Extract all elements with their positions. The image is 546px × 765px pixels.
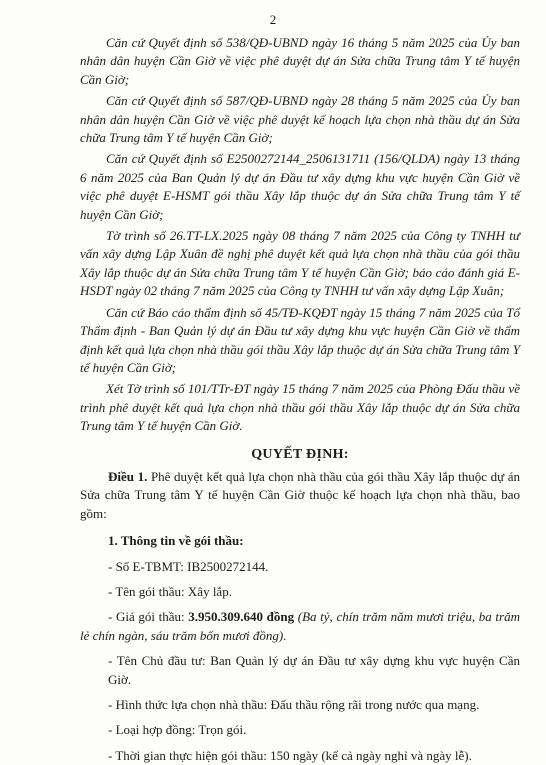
preamble-basis-538: Căn cứ Quyết định số 538/QĐ-UBND ngày 16 tháng 5 năm 2025 của Ủy ban nhân dân huyện Cần Giờ về việc phê duyệt dự án Sửa chữa Trung tâm Y tế huyện Cần Giờ; bbox=[80, 35, 520, 87]
decision-heading: QUYẾT ĐỊNH: bbox=[251, 446, 349, 462]
document-body bbox=[80, 34, 520, 765]
section-1-title: 1. Thông tin về gói thầu: bbox=[108, 533, 244, 549]
item-contract-type: - Loại hợp đồng: Trọn gói. bbox=[108, 722, 247, 738]
article-1-label: Điều 1. bbox=[108, 468, 148, 484]
item-tbmt: - Số E-TBMT: IB2500272144. bbox=[108, 558, 269, 574]
preamble-basis-587: Căn cứ Quyết định số 587/QĐ-UBND ngày 28 tháng 5 năm 2025 của Ủy ban nhân dân huyện Cần Giờ về việc phê duyệt kế hoạch lựa chọn nhà thầu dự án Sửa chữa Trung tâm Y tế huyện Cần Giờ; bbox=[80, 93, 520, 146]
page-number: 2 bbox=[269, 12, 277, 27]
item-investor: - Tên Chủ đầu tư: Ban Quản lý dự án Đầu tư xây dựng khu vực huyện Cần Giờ. bbox=[108, 653, 520, 687]
item-package-price bbox=[80, 608, 520, 645]
article-1 bbox=[80, 468, 520, 523]
preamble-basis-hsmt: Căn cứ Quyết định số E2500272144_2506131711 (156/QLDA) ngày 13 tháng 6 năm 2025 của Ban Quản lý dự án Đầu tư xây dựng khu vực huyện Cần Giờ về việc phê duyệt E-HSMT gói thầu Xây lắp thuộc dự án Sửa chữa Trung tâm Y tế huyện Cần Giờ; bbox=[80, 151, 520, 222]
preamble-appraisal-report: Căn cứ Báo cáo thẩm định số 45/TĐ-KQĐT ngày 15 tháng 7 năm 2025 của Tổ Thẩm định - Ban Quản lý dự án Đầu tư xây dựng khu vực huyện Cần Giờ về thẩm định kết quả lựa chọn nhà thầu gói thầu Xây lắp thuộc dự án Sửa chữa Trung tâm Y tế huyện Cần Giờ; bbox=[80, 304, 520, 375]
price-in-words: (Ba tỷ, chín trăm năm mươi triệu, ba trăm lẻ chín ngàn, sáu trăm bốn mươi đồng). bbox=[80, 609, 520, 643]
item-package-name: - Tên gói thầu: Xây lắp. bbox=[108, 583, 232, 599]
article-1-text: Phê duyệt kết quả lựa chọn nhà thầu của gói thầu Xây lắp thuộc dự án Sửa chữa Trung tâm Y tế huyện Cần Giờ thuộc kế hoạch lựa chọn nhà thầu, bao gồm: bbox=[80, 468, 520, 521]
price-value: 3.950.309.640 đồng bbox=[188, 609, 295, 625]
item-duration: - Thời gian thực hiện gói thầu: 150 ngày (kể cả ngày nghỉ và ngày lễ). bbox=[108, 747, 472, 763]
preamble-submission-26: Tờ trình số 26.TT-LX.2025 ngày 08 tháng 7 năm 2025 của Công ty TNHH tư vấn xây dựng Lập Xuân đề nghị phê duyệt kết quả lựa chọn nhà thầu của gói thầu Xây lắp thuộc dự án Sửa chữa Trung tâm Y tế huyện Cần Giờ; báo cáo đánh giá E-HSDT ngày 02 tháng 7 năm 2025 của Công ty TNHH tư vấn xây dựng Lập Xuân; bbox=[80, 228, 520, 299]
price-label: - Giá gói thầu: bbox=[108, 609, 189, 625]
item-selection-method: - Hình thức lựa chọn nhà thầu: Đấu thầu rộng rãi trong nước qua mạng. bbox=[108, 697, 480, 712]
preamble-submission-101: Xét Tờ trình số 101/TTr-ĐT ngày 15 tháng 7 năm 2025 của Phòng Đấu thầu về trình phê duyệt kết quả lựa chọn nhà thầu gói thầu Xây lắp thuộc dự án Sửa chữa Trung tâm Y tế huyện Cần Giờ. bbox=[80, 381, 520, 434]
